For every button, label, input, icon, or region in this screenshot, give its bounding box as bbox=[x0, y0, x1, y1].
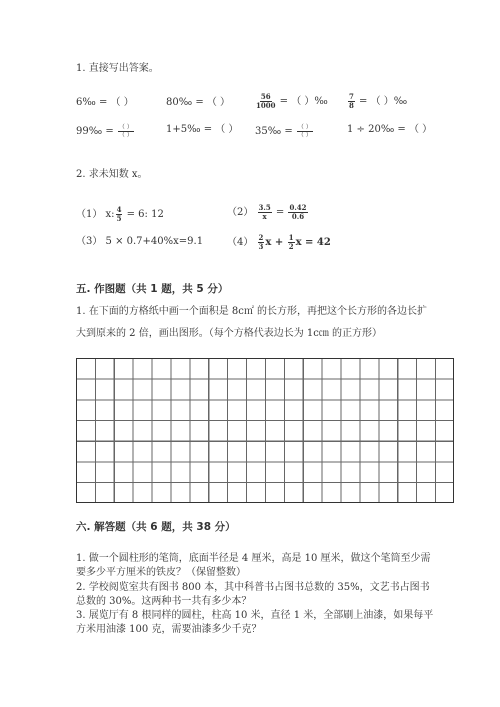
q1-r2-c bbox=[255, 124, 314, 139]
section6-p3-line1: 3. 展览厅有 8 根同样的圆柱，柱高 10 米，直径 1 米，全部刷上油漆，如果每平 bbox=[76, 610, 434, 621]
q1-r1-c bbox=[255, 93, 328, 110]
q1-r2-a-frac bbox=[118, 124, 134, 139]
frac-den: 2 bbox=[288, 242, 294, 251]
q1-title: 1. 直接写出答案。 bbox=[76, 63, 159, 74]
section6-p1-line1: 1. 做一个圆柱形的笔筒，底面半径是 4 厘米，高是 10 厘米，做这个笔筒至少需 bbox=[76, 553, 431, 564]
frac-den: （ ） bbox=[297, 132, 312, 139]
frac-den: 3 bbox=[258, 242, 264, 251]
frac-num: 4 bbox=[116, 205, 122, 214]
q2-eq4-pre: （4） bbox=[227, 237, 257, 248]
q1-r1-d-frac bbox=[348, 93, 355, 110]
q2-title: 2. 求未知数 x。 bbox=[76, 169, 148, 180]
q1-r2-a-pre: 99‰ = bbox=[76, 126, 117, 137]
q1-r2-b: 1+5‰ = （ ） bbox=[166, 124, 239, 135]
section5-line2: 大到原来的 2 倍，画出图形。（每个方格代表边长为 1c㎝ 的正方形） bbox=[76, 328, 383, 339]
q2-eq2-frac2 bbox=[288, 204, 307, 221]
section6-p2-line1: 2. 学校阅览室共有图书 800 本，其中科普书占图书总数的 35%，文艺书占图书 bbox=[76, 582, 430, 593]
q2-eq1 bbox=[76, 206, 164, 223]
q2-eq4 bbox=[227, 234, 331, 251]
section6-p1-line2: 要多少平方厘米的铁皮？（保留整数） bbox=[76, 567, 246, 578]
q1-r2-c-pre: 35‰ = bbox=[255, 126, 296, 137]
q1-r1-d bbox=[347, 93, 407, 110]
frac-num: 1 bbox=[288, 233, 294, 242]
frac-den: 0.6 bbox=[291, 212, 305, 221]
q2-eq3: （3） 5 × 0.7+40%x=9.1 bbox=[76, 236, 204, 247]
frac-num: （ ） bbox=[297, 124, 312, 131]
frac-den: 5 bbox=[116, 214, 122, 223]
section6-p3-line2: 方米用油漆 100 克，需要油漆多少千克？ bbox=[76, 624, 262, 635]
q2-eq2-pre: （2） bbox=[227, 207, 257, 218]
q1-r1-a: 6‰ = （ ） bbox=[76, 97, 134, 108]
q2-eq4-frac1 bbox=[258, 234, 265, 251]
frac-den: x bbox=[262, 212, 267, 221]
frac-num: 3.5 bbox=[258, 203, 271, 212]
frac-den: 1000 bbox=[256, 101, 276, 110]
frac-num: 2 bbox=[258, 233, 264, 242]
q2-eq1-frac bbox=[116, 206, 123, 223]
frac-num: （ ） bbox=[118, 124, 133, 131]
section5-title: 五. 作图题（共 1 题，共 5 分） bbox=[76, 283, 229, 295]
q2-eq1-pre: （1） x: bbox=[76, 209, 115, 220]
frac-num: 56 bbox=[260, 92, 271, 101]
q2-eq1-rest: = 6: 12 bbox=[123, 209, 164, 220]
q2-eq2-eq: = bbox=[272, 207, 288, 218]
q1-r1-d-rest: = （ ）‰ bbox=[355, 96, 408, 107]
square-grid-paper bbox=[76, 358, 454, 503]
q1-r2-d: 1 ÷ 20‰ = （ ） bbox=[347, 124, 433, 135]
q2-eq4-mid: x + bbox=[265, 237, 287, 248]
frac-den: （ ） bbox=[118, 132, 133, 139]
q2-eq2-frac1 bbox=[258, 204, 272, 221]
section5-line1: 1. 在下面的方格纸中画一个面积是 8c㎡ 的长方形，再把这个长方形的各边长扩 bbox=[76, 306, 428, 317]
q1-r1-c-frac bbox=[256, 93, 275, 110]
q2-eq2 bbox=[227, 204, 309, 221]
q2-eq4-frac2 bbox=[288, 234, 295, 251]
q1-r1-c-rest: = （ ）‰ bbox=[276, 96, 328, 107]
q1-r1-b: 80‰ = （ ） bbox=[166, 97, 231, 108]
frac-num: 0.42 bbox=[289, 203, 307, 212]
frac-num: 7 bbox=[349, 92, 354, 101]
section6-p2-line2: 总数的 30%。这两种书一共有多少本？ bbox=[76, 596, 252, 607]
q1-r2-c-frac bbox=[297, 124, 313, 139]
frac-den: 8 bbox=[349, 101, 354, 110]
section6-title: 六. 解答题（共 6 题，共 38 分） bbox=[76, 521, 236, 533]
q2-eq4-rest: x = 42 bbox=[295, 237, 331, 248]
q1-r2-a bbox=[76, 124, 135, 139]
